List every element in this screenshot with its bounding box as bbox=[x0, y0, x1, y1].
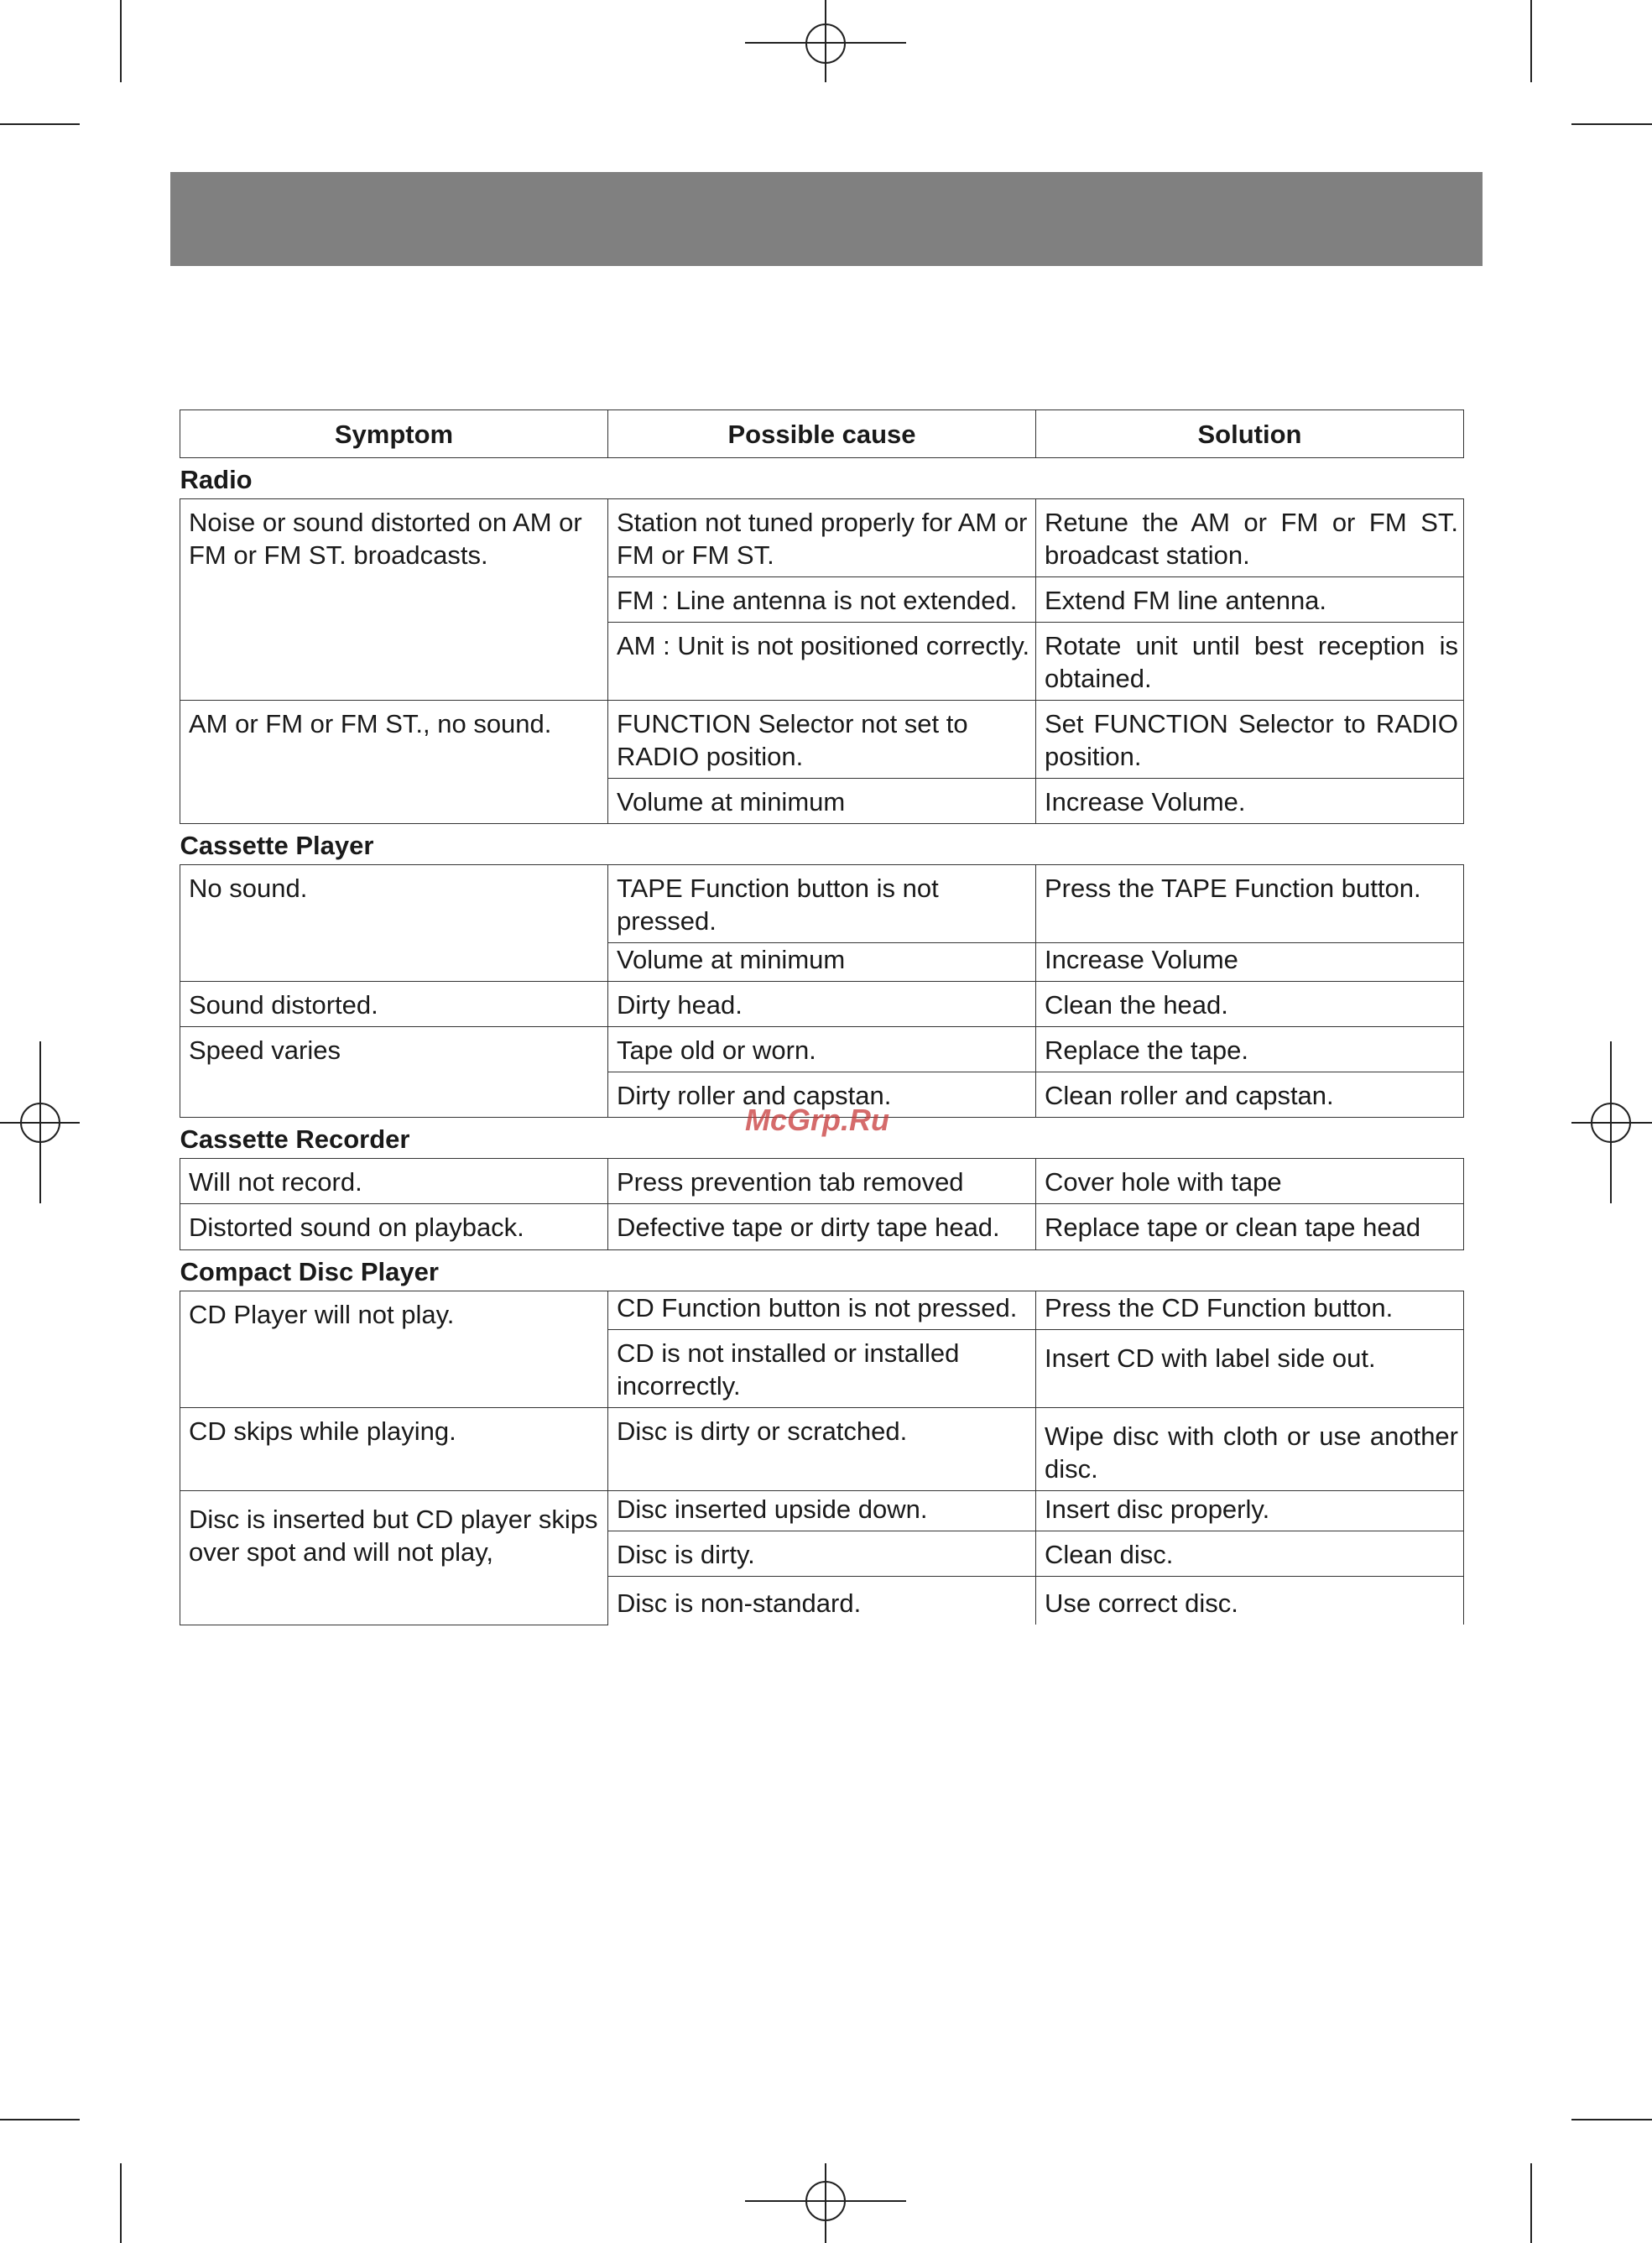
table-row bbox=[180, 1027, 1464, 1072]
solution-header: Solution bbox=[1036, 410, 1464, 458]
cause-cell: Dirty head. bbox=[608, 982, 1036, 1027]
section-row bbox=[180, 824, 1464, 865]
solution-cell: Clean disc. bbox=[1036, 1531, 1464, 1577]
solution-cell: Clean roller and capstan. bbox=[1036, 1072, 1464, 1118]
cause-cell: Defective tape or dirty tape head. bbox=[608, 1204, 1036, 1250]
cause-cell: Disc is non-standard. bbox=[608, 1577, 1036, 1625]
header-bar bbox=[170, 172, 1483, 266]
cause-cell: AM : Unit is not positioned correctly. bbox=[608, 623, 1036, 701]
table-row bbox=[180, 1204, 1464, 1250]
cause-cell: Disc is dirty. bbox=[608, 1531, 1036, 1577]
table-row bbox=[180, 701, 1464, 779]
symptom-header: Symptom bbox=[180, 410, 608, 458]
table-row bbox=[180, 1291, 1464, 1330]
symptom-cell: Speed varies bbox=[180, 1027, 608, 1118]
cause-header: Possible cause bbox=[608, 410, 1036, 458]
solution-cell: Increase Volume. bbox=[1036, 779, 1464, 824]
solution-cell: Use correct disc. bbox=[1036, 1577, 1464, 1625]
symptom-cell: Will not record. bbox=[180, 1159, 608, 1204]
section-title-radio: Radio bbox=[180, 465, 253, 494]
solution-cell: Increase Volume bbox=[1036, 943, 1464, 982]
cause-cell: CD is not installed or installed incorrectly. bbox=[608, 1330, 1036, 1408]
troubleshooting-table bbox=[180, 409, 1464, 1625]
section-row bbox=[180, 458, 1464, 499]
cause-cell: Dirty roller and capstan. bbox=[608, 1072, 1036, 1118]
solution-cell: Rotate unit until best reception is obtained. bbox=[1036, 623, 1464, 701]
cause-cell: Disc is dirty or scratched. bbox=[608, 1408, 1036, 1491]
solution-cell: Press the CD Function button. bbox=[1036, 1291, 1464, 1330]
cause-cell: Volume at minimum bbox=[608, 779, 1036, 824]
cause-cell: Station not tuned properly for AM or FM or FM ST. bbox=[608, 499, 1036, 577]
solution-cell: Wipe disc with cloth or use another disc. bbox=[1036, 1408, 1464, 1491]
solution-cell: Set FUNCTION Selector to RADIO position. bbox=[1036, 701, 1464, 779]
table-row bbox=[180, 982, 1464, 1027]
section-row bbox=[180, 1250, 1464, 1291]
symptom-cell: CD skips while playing. bbox=[180, 1408, 608, 1491]
cause-cell: FM : Line antenna is not extended. bbox=[608, 577, 1036, 623]
table-row bbox=[180, 1491, 1464, 1531]
table-row bbox=[180, 499, 1464, 577]
table-row bbox=[180, 1408, 1464, 1491]
solution-cell: Cover hole with tape bbox=[1036, 1159, 1464, 1204]
symptom-cell: AM or FM or FM ST., no sound. bbox=[180, 701, 608, 824]
symptom-cell: Distorted sound on playback. bbox=[180, 1204, 608, 1250]
cause-cell: Disc inserted upside down. bbox=[608, 1491, 1036, 1531]
solution-cell: Clean the head. bbox=[1036, 982, 1464, 1027]
solution-cell: Retune the AM or FM or FM ST. broadcast station. bbox=[1036, 499, 1464, 577]
solution-cell: Extend FM line antenna. bbox=[1036, 577, 1464, 623]
cause-cell: TAPE Function button is not pressed. bbox=[608, 865, 1036, 943]
watermark: McGrp.Ru bbox=[745, 1103, 890, 1137]
section-title-compact-disc-player: Compact Disc Player bbox=[180, 1257, 439, 1286]
solution-cell: Insert CD with label side out. bbox=[1036, 1330, 1464, 1408]
table-row bbox=[180, 865, 1464, 943]
symptom-cell: Disc is inserted but CD player skips over spot and will not play, bbox=[180, 1491, 608, 1625]
cause-cell: FUNCTION Selector not set to RADIO position. bbox=[608, 701, 1036, 779]
table-row bbox=[180, 1159, 1464, 1204]
solution-cell: Replace tape or clean tape head bbox=[1036, 1204, 1464, 1250]
symptom-cell: Sound distorted. bbox=[180, 982, 608, 1027]
solution-cell: Replace the tape. bbox=[1036, 1027, 1464, 1072]
solution-cell: Insert disc properly. bbox=[1036, 1491, 1464, 1531]
symptom-cell: CD Player will not play. bbox=[180, 1291, 608, 1408]
solution-cell: Press the TAPE Function button. bbox=[1036, 865, 1464, 943]
symptom-cell: No sound. bbox=[180, 865, 608, 982]
cause-cell: Tape old or worn. bbox=[608, 1027, 1036, 1072]
section-title-cassette-player: Cassette Player bbox=[180, 831, 374, 860]
table-header-row bbox=[180, 410, 1464, 458]
symptom-cell: Noise or sound distorted on AM or FM or FM ST. broadcasts. bbox=[180, 499, 608, 701]
cause-cell: Volume at minimum bbox=[608, 943, 1036, 982]
section-title-cassette-recorder: Cassette Recorder bbox=[180, 1124, 410, 1154]
cause-cell: CD Function button is not pressed. bbox=[608, 1291, 1036, 1330]
cause-cell: Press prevention tab removed bbox=[608, 1159, 1036, 1204]
